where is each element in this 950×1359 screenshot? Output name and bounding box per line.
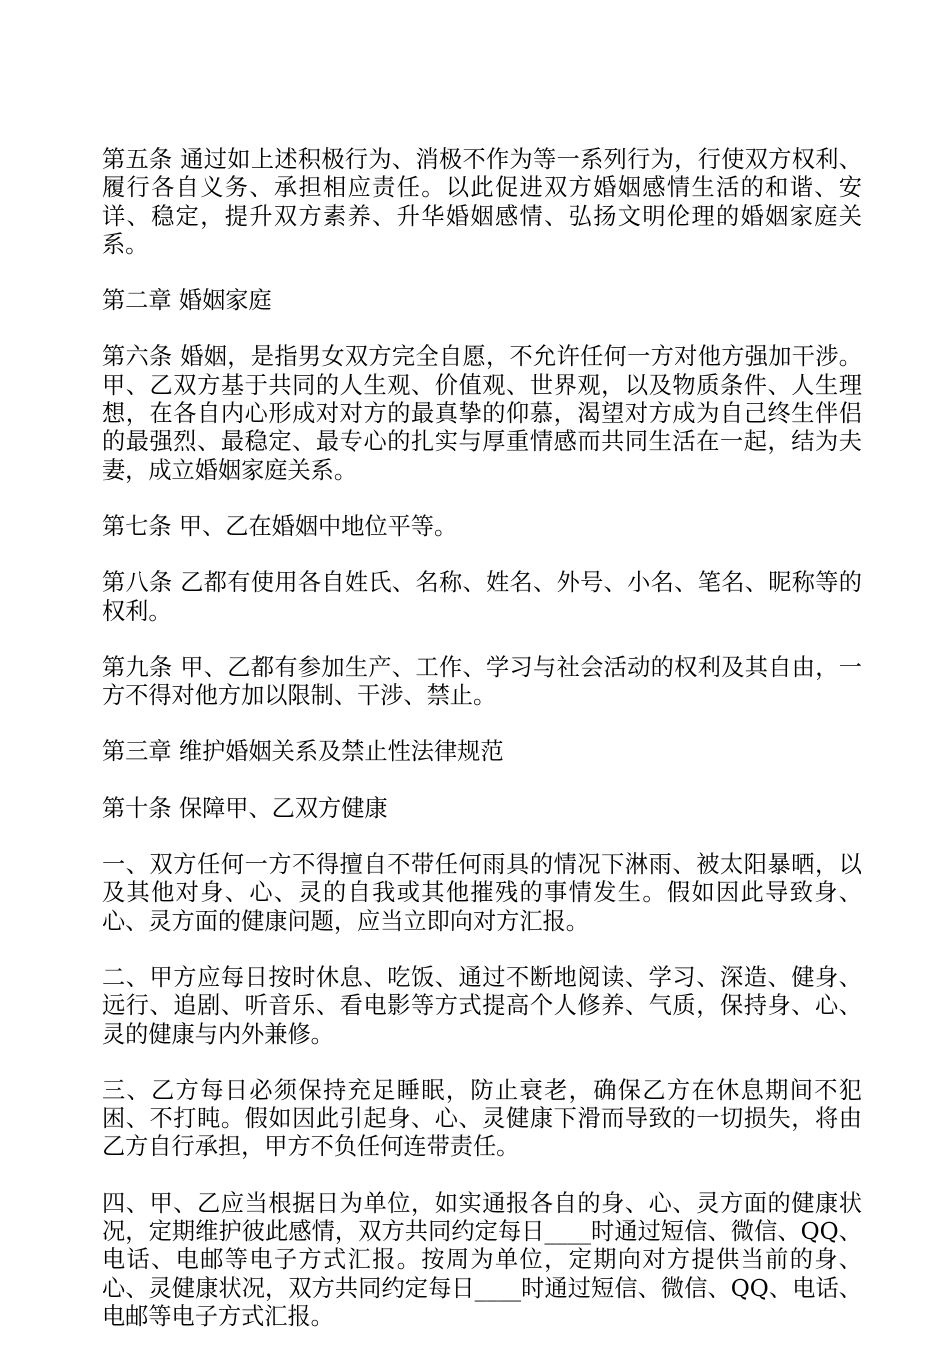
article-5-paragraph: 第五条 通过如上述积极行为、消极不作为等一系列行为，行使双方权利、履行各自义务、承担相应责任。以此促进双方婚姻感情生活的和谐、安详、稳定，提升双方素养、升华婚姻感情、弘扬文明伦理的婚姻家庭关系。 [102,146,862,258]
article-9-paragraph: 第九条 甲、乙都有参加生产、工作、学习与社会活动的权利及其自由，一方不得对他方加以限制、干涉、禁止。 [102,653,862,710]
article-6-paragraph: 第六条 婚姻，是指男女双方完全自愿，不允许任何一方对他方强加干涉。甲、乙双方基于共同的人生观、价值观、世界观，以及物质条件、人生理想，在各自内心形成对对方的最真挚的仰慕，渴望对方成为自己终生伴侣的最强烈、最稳定、最专心的扎实与厚重情感而共同生活在一起，结为夫妻，成立婚姻家庭关系。 [102,343,862,484]
article-10-item-1: 一、双方任何一方不得擅自不带任何雨具的情况下淋雨、被太阳暴晒，以及其他对身、心、灵的自我或其他摧残的事情发生。假如因此导致身、心、灵方面的健康问题，应当立即向对方汇报。 [102,851,862,935]
article-8-paragraph: 第八条 乙都有使用各自姓氏、名称、姓名、外号、小名、笔名、昵称等的权利。 [102,569,862,625]
article-10-item-4: 四、甲、乙应当根据日为单位，如实通报各自的身、心、灵方面的健康状况，定期维护彼此感情，双方共同约定每日____时通过短信、微信、QQ、电话、电邮等电子方式汇报。按周为单位，定期向对方提供当前的身、心、灵健康状况，双方共同约定每日____时通过短信、微信、QQ、电话、电邮等电子方式汇报。 [102,1189,862,1330]
chapter-3-heading: 第三章 维护婚姻关系及禁止性法律规范 [102,738,504,766]
article-7-paragraph: 第七条 甲、乙在婚姻中地位平等。 [102,512,458,540]
document-body [102,146,862,1359]
article-10-heading: 第十条 保障甲、乙双方健康 [102,794,388,822]
chapter-2-heading: 第二章 婚姻家庭 [102,287,272,315]
article-10-item-2: 二、甲方应每日按时休息、吃饭、通过不断地阅读、学习、深造、健身、远行、追剧、听音乐、看电影等方式提高个人修养、气质，保持身、心、灵的健康与内外兼修。 [102,963,862,1048]
article-10-item-3: 三、乙方每日必须保持充足睡眠，防止衰老，确保乙方在休息期间不犯困、不打盹。假如因此引起身、心、灵健康下滑而导致的一切损失，将由乙方自行承担，甲方不负任何连带责任。 [102,1076,862,1161]
